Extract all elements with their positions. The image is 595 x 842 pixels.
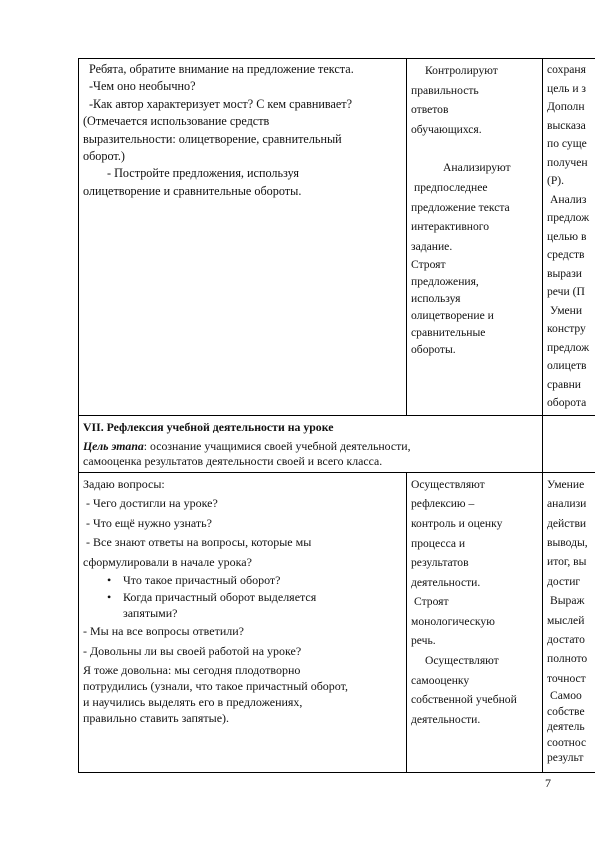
text-line: - Что ещё нужно узнать? bbox=[86, 515, 212, 530]
text-line: вырази bbox=[547, 266, 582, 280]
text-line: Выраж bbox=[550, 594, 585, 608]
text-line: олицетв bbox=[547, 359, 587, 372]
text-line: - Чего достигли на уроке? bbox=[86, 496, 218, 511]
uud-cell bbox=[543, 59, 595, 416]
bullet-icon: • bbox=[107, 589, 112, 604]
text-line: олицетворение и сравнительные обороты. bbox=[83, 183, 302, 198]
table-row bbox=[79, 59, 595, 416]
text-line: сравни bbox=[547, 377, 581, 391]
stage-goal-text: : осознание учащимися своей учебной деятельности, bbox=[143, 438, 411, 453]
student-activity-cell bbox=[407, 59, 543, 416]
text-line: Умени bbox=[550, 303, 583, 317]
text-line: мыслей bbox=[547, 613, 585, 627]
text-line: -Как автор характеризует мост? С кем сравнивает? bbox=[89, 96, 353, 111]
text-line: сформулировали в начале урока? bbox=[83, 554, 252, 569]
text-line: предлож bbox=[547, 211, 590, 224]
text-line: речи (П bbox=[547, 285, 585, 298]
text-line: Задаю вопросы: bbox=[83, 476, 165, 491]
text-line: сравнительные bbox=[411, 326, 486, 340]
text-line: оборота bbox=[547, 396, 587, 409]
text-line: деятельности. bbox=[411, 712, 481, 726]
text-line: деятельности. bbox=[411, 575, 481, 589]
bullet-icon: • bbox=[107, 573, 112, 588]
text-line: ответов bbox=[411, 103, 449, 117]
text-line: Умение bbox=[547, 477, 585, 491]
text-line: предложения, bbox=[411, 275, 479, 289]
text-line: (Р). bbox=[547, 174, 565, 187]
text-line: достато bbox=[547, 632, 585, 646]
text-line: Самоо bbox=[550, 689, 582, 703]
text-line: - Мы на все вопросы ответили? bbox=[83, 623, 244, 638]
text-line: выводы, bbox=[547, 535, 588, 549]
text-line: полното bbox=[547, 652, 588, 666]
text-line: обучающихся. bbox=[411, 122, 482, 136]
text-line: собстве bbox=[547, 704, 585, 718]
text-line: соотнос bbox=[547, 735, 587, 749]
text-line: цель и з bbox=[547, 81, 587, 95]
text-line: Ребята, обратите внимание на предложение текста. bbox=[89, 62, 354, 76]
text-line: предпоследнее bbox=[414, 180, 488, 194]
text-line: точност bbox=[547, 671, 586, 685]
text-line: олицетворение и bbox=[411, 309, 494, 323]
question-list bbox=[83, 572, 402, 622]
text-line: анализи bbox=[547, 497, 587, 511]
text-line: рефлексию – bbox=[411, 497, 475, 511]
text-line: потрудились (узнали, что такое причастный оборот, bbox=[83, 678, 348, 693]
text-line: правильность bbox=[411, 83, 479, 97]
list-item: • Когда причастный оборот выделяется запятыми? bbox=[107, 589, 317, 621]
lesson-plan-table bbox=[78, 58, 595, 773]
teacher-activity-cell bbox=[79, 472, 407, 772]
page-number: 7 bbox=[545, 776, 551, 790]
text-line: задание. bbox=[411, 239, 453, 253]
text-line: Осуществляют bbox=[411, 477, 485, 491]
text-line: предлож bbox=[547, 340, 590, 354]
stage-heading-cell bbox=[79, 415, 543, 472]
text-line: Дополн bbox=[547, 100, 585, 113]
text-line: - Постройте предложения, используя bbox=[107, 166, 300, 181]
text-line: - Довольны ли вы своей работой на уроке? bbox=[83, 643, 302, 658]
teacher-activity-cell bbox=[79, 59, 407, 416]
text-line: Анализ bbox=[550, 192, 587, 206]
text-line: выразительности: олицетворение, сравнительный bbox=[83, 131, 342, 146]
stage-goal bbox=[83, 439, 538, 454]
text-line: сохраня bbox=[547, 63, 586, 76]
list-item: • Что такое причастный оборот? bbox=[107, 573, 281, 588]
table-row bbox=[79, 472, 595, 772]
text-line: речь. bbox=[411, 634, 436, 648]
text-line: по суще bbox=[547, 137, 587, 150]
text-line: Контролируют bbox=[425, 64, 498, 77]
text-line: Строят bbox=[411, 258, 446, 272]
text-line: процесса и bbox=[411, 536, 466, 550]
stage-goal-label: Цель этапа bbox=[83, 438, 144, 453]
text-line: деятель bbox=[547, 720, 585, 734]
uud-cell bbox=[543, 472, 595, 772]
text-line: интерактивного bbox=[411, 220, 490, 234]
empty-cell bbox=[543, 415, 595, 472]
text-line: действи bbox=[547, 516, 587, 530]
text-line: - Все знают ответы на вопросы, которые мы bbox=[86, 535, 312, 550]
text-line: используя bbox=[411, 292, 461, 306]
student-activity-cell bbox=[407, 472, 543, 772]
text-line: целью в bbox=[547, 229, 587, 243]
stage-goal-text-continued: самооценка результатов деятельности своей и всего класса. bbox=[83, 454, 383, 469]
text-line: -Чем оно необычно? bbox=[89, 79, 196, 94]
text-line: получен bbox=[547, 155, 588, 169]
text-line: высказа bbox=[547, 118, 586, 132]
text-line: контроль и оценку bbox=[411, 516, 503, 530]
text-line: результатов bbox=[411, 556, 469, 570]
table-row bbox=[79, 415, 595, 472]
text-line: монологическую bbox=[411, 614, 495, 628]
text-line: Анализируют bbox=[443, 161, 511, 175]
text-line: собственной учебной bbox=[411, 693, 517, 707]
text-line: правильно ставить запятые). bbox=[83, 710, 230, 725]
stage-title: VII. Рефлексия учебной деятельности на уроке bbox=[83, 419, 334, 434]
text-line: предложение текста bbox=[411, 200, 510, 214]
text-line: достиг bbox=[547, 574, 581, 588]
text-line: и научились выделять его в предложениях, bbox=[83, 694, 303, 709]
text-line: средств bbox=[547, 248, 585, 261]
text-line: обороты. bbox=[411, 343, 456, 357]
text-line: (Отмечается использование средств bbox=[83, 114, 270, 129]
text-line: констру bbox=[547, 322, 586, 335]
text-line: Осуществляют bbox=[425, 654, 499, 668]
text-line: Я тоже довольна: мы сегодня плодотворно bbox=[83, 662, 301, 677]
text-line: результ bbox=[547, 751, 584, 765]
text-line: оборот.) bbox=[83, 149, 125, 164]
text-line: итог, вы bbox=[547, 555, 587, 569]
text-line: Строят bbox=[414, 595, 449, 609]
text-line: самооценку bbox=[411, 673, 470, 687]
